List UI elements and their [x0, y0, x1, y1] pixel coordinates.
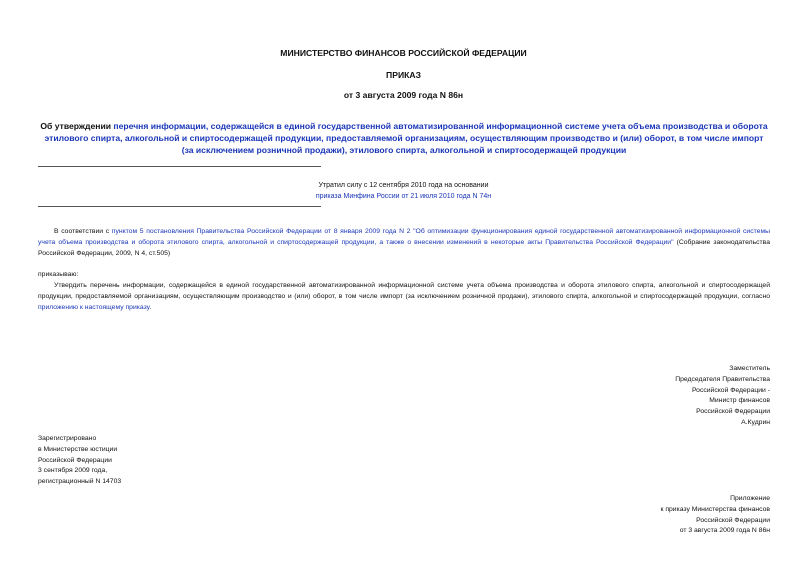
appendix-line: к приказу Министерства финансов [660, 505, 770, 513]
order-text: Утвердить перечень информации, содержащейся в единой государственной автоматизированной информационной системе учета объема производства и оборота этилового спирта, алкогольной и спиртосодержащей продукции, предоставляемой организациям, осуществляющим производство и (или) оборот, в том числе импорт (за исключением розничной продажи), этилового спирта, алкогольной и спиртосодержащей продукции, согласно [38, 282, 770, 300]
order-paragraph [38, 280, 770, 313]
ministry-heading: МИНИСТЕРСТВО ФИНАНСОВ РОССИЙСКОЙ ФЕДЕРАЦИИ [280, 48, 527, 58]
signature-block [570, 364, 770, 429]
appendix-link[interactable]: приложению к настоящему приказу [38, 304, 150, 311]
signature-line: Министр финансов [709, 397, 770, 405]
registration-number: регистрационный N 14703 [38, 478, 122, 486]
signature-line: Российской Федерации - [691, 386, 770, 394]
divider-bottom [38, 206, 321, 207]
status-note-text: Утратил силу с 12 сентября 2010 года на основании [318, 182, 489, 189]
registration-line: Российской Федерации [38, 456, 112, 464]
preamble-paragraph [38, 226, 770, 259]
divider-top [38, 166, 321, 167]
signature-line: Председателя Правительства [675, 375, 770, 383]
order-command: приказываю: [38, 271, 79, 278]
document-type: ПРИКАЗ [386, 70, 421, 80]
appendix-line: от 3 августа 2009 года N 86н [679, 527, 770, 535]
preamble-prefix: В соответствии с [54, 228, 112, 235]
preamble-suffix: (Собрание законодательства Российской Федерации, 2009, N 4, ст.505) [38, 239, 770, 257]
appendix-block [570, 494, 770, 537]
document-date-number: от 3 августа 2009 года N 86н [343, 90, 464, 100]
appendix-line: Приложение [730, 495, 770, 502]
preamble-link[interactable]: пунктом 5 постановления Правительства Российской Федерации от 8 января 2009 года N 2 "Об оптимизации функционирования единой государственной автоматизированной информационной системы учета объема производства и оборота этилового спирта, алкогольной и спиртосодержащей продукции, а также о внесении изменений в некоторые акты Правительства Российской Федерации" [38, 228, 771, 246]
registration-line: 3 сентября 2009 года, [38, 467, 108, 475]
signature-line: Российской Федерации [696, 408, 770, 416]
document-title [38, 120, 770, 156]
signatory-name: А.Кудрин [741, 418, 770, 426]
registration-block [38, 434, 258, 488]
title-prefix: Об утверждении [40, 121, 114, 131]
title-link[interactable]: перечня информации, содержащейся в единой государственной автоматизированной информационной системе учета объема производства и оборота этилового спирта, алкогольной и спиртосодержащей продукции, предоставляемой организациям, осуществляющим производство и (или) оборот, в том числе импорт (за исключением розничной продажи), этилового спирта, алкогольной и спиртосодержащей продукции [44, 121, 768, 155]
signature-line: Заместитель [729, 365, 770, 372]
status-note-link[interactable]: приказа Минфина России от 21 июля 2010 года N 74н [315, 193, 492, 200]
registration-line: Зарегистрировано [38, 435, 97, 442]
appendix-line: Российской Федерации [696, 516, 770, 524]
status-note [0, 180, 807, 202]
order-end: . [149, 304, 152, 311]
registration-line: в Министерстве юстиции [38, 445, 118, 453]
